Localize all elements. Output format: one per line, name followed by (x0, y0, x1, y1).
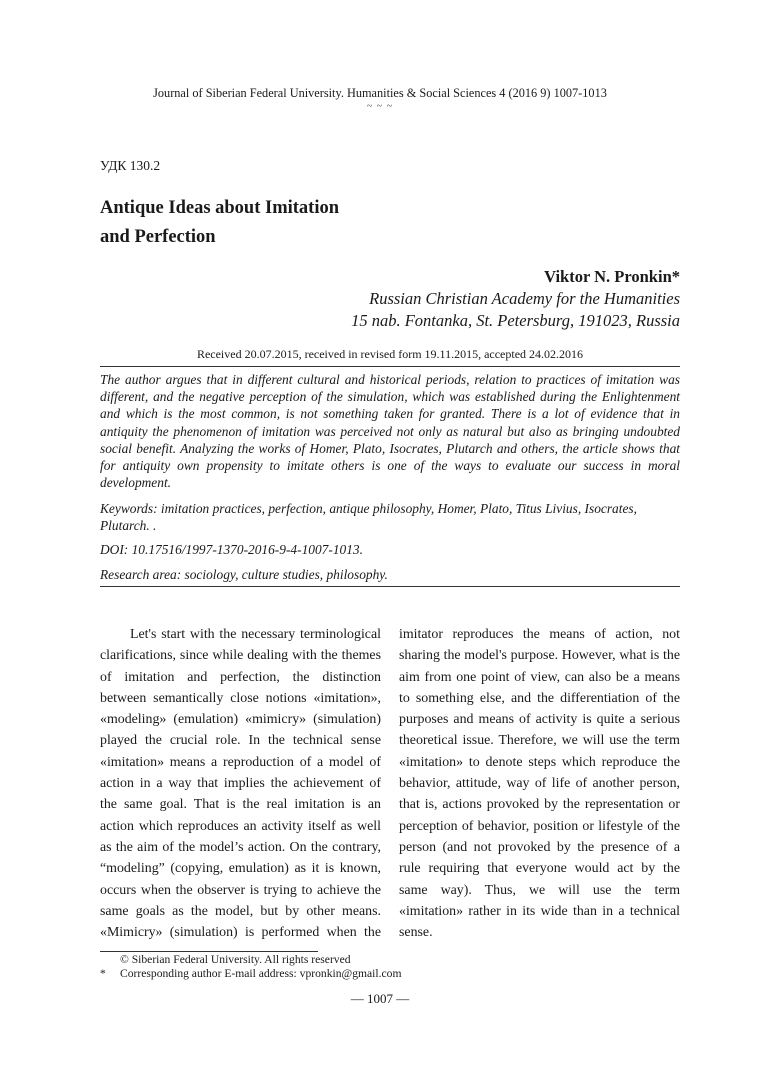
research-area: Research area: sociology, culture studies, philosophy. (100, 567, 388, 582)
udk-code: УДК 130.2 (100, 158, 161, 173)
footnote-rule (100, 951, 318, 952)
body-column-right (399, 624, 680, 943)
article-title (100, 194, 339, 252)
copyright-footnote: © Siberian Federal University. All rights reserved (120, 953, 351, 966)
body-column-left (100, 624, 381, 943)
author-address: 15 nab. Fontanka, St. Petersburg, 191023, Russia (351, 311, 680, 330)
received-dates: Received 20.07.2015, received in revised form 19.11.2015, accepted 24.02.2016 (196, 347, 584, 361)
footnote-marker: * (100, 967, 106, 980)
title-line-1: Antique Ideas about Imitation (100, 198, 340, 218)
abstract-top-rule (100, 366, 680, 367)
abstract: The author argues that in different cultural and historical periods, relation to practices of imitation was different, and the negative perception of the simulation, which was established during the Enlightenment and which is the most common, is not something taken for granted. There is a lot of evidence that in antiquity the phenomenon of imitation was perceived not only as natural but also as bringing undoubted social benefit. Analyzing the works of Homer, Plato, Isocrates, Plutarch and others, the article shows that for antiquity own propensity to imitate others is one of the ways to evaluate our success in moral development. (100, 372, 680, 491)
title-line-2: and Perfection (100, 227, 216, 247)
abstract-bottom-rule (100, 586, 680, 587)
doi: DOI: 10.17516/1997-1370-2016-9-4-1007-1013. (100, 542, 363, 557)
keywords: Keywords: imitation practices, perfection, antique philosophy, Homer, Plato, Titus Livius, Isocrates, Plutarch. . (100, 501, 637, 534)
body-paragraph: Let's start with the necessary terminological clarifications, since while dealing with the themes of imitation and perfection, the distinction between semantically close notions «imitation», «modeling» (emulation) «mimicry» (simulation) played the crucial role. In the technical sense «imitation» means a reproduction of a model of action in a way that implies the achievement of the same goal. That is the real imitation is an action which reproduces an activity itself as well as the aim of the model’s action. On the contrary, “modeling” (copying, emulation) as it is known, occurs when the observer is trying to achieve the same goals as the model, but by other means. «Mimicry» (simulation) is performed when the (100, 627, 381, 941)
corresponding-author-footnote: Corresponding author E-mail address: vpronkin@gmail.com (120, 967, 402, 980)
author-affiliation: Russian Christian Academy for the Humanities (369, 289, 680, 308)
body-paragraph: imitator reproduces the means of action, not sharing the model's purpose. However, what is the aim from one point of view, can also be a means to something else, and the differentiation of the purposes and means of activity is quite a serious theoretical issue. Therefore, we will use the term «imitation» to denote steps which reproduce the behavior, attitude, way of life of another person, that is, actions provoked by the representation or perception of behavior, position or lifestyle of the person (and not provoked by the presence of a rule requiring that everyone would act by the same way). Thus, we will use the term «imitation» rather in its wide than in a technical sense. (399, 627, 680, 941)
page-number: — 1007 — (350, 991, 410, 1006)
author-name: Viktor N. Pronkin* (544, 267, 680, 286)
journal-header: Journal of Siberian Federal University. Humanities & Social Sciences 4 (2016 9) 1007-1013 (153, 86, 607, 100)
author-block (351, 266, 680, 332)
header-ornament: ~ ~ ~ (366, 101, 394, 112)
